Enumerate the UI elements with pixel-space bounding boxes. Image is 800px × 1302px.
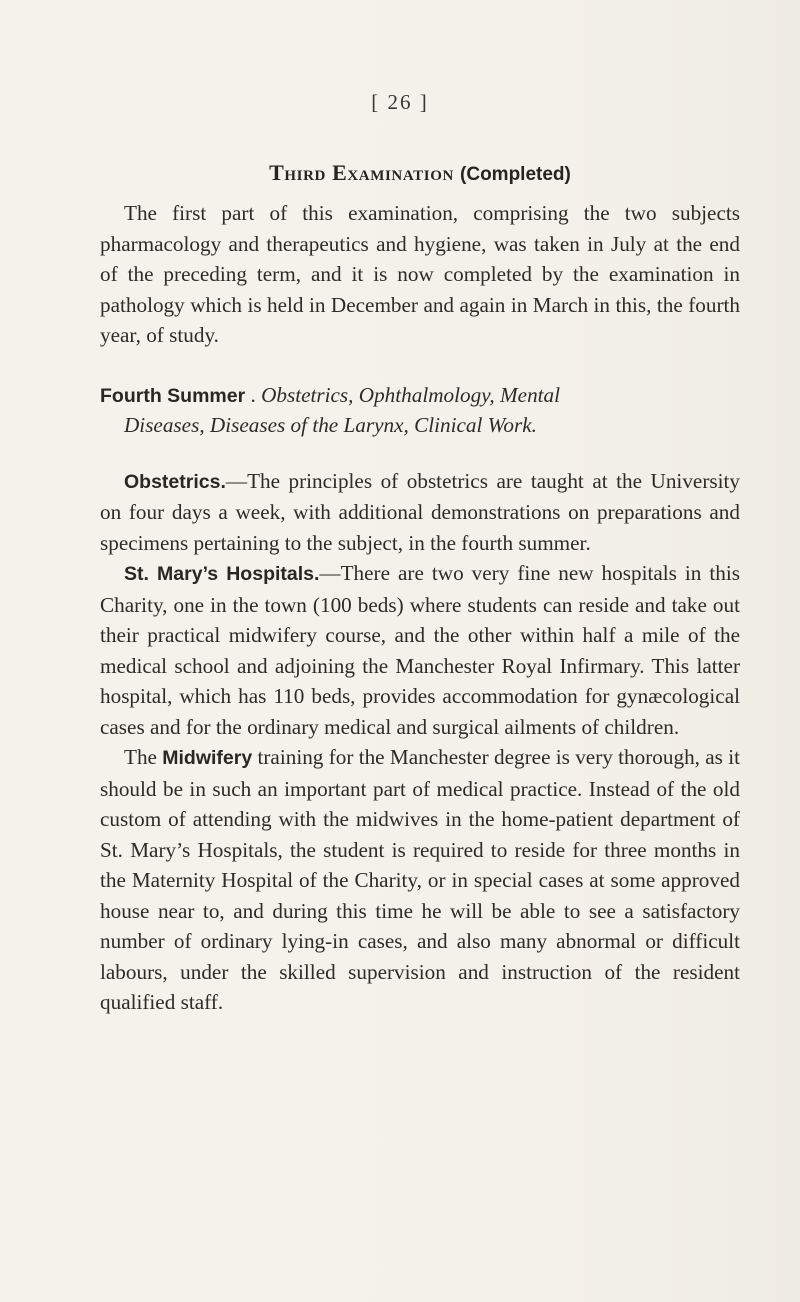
fourth-summer-subjects-2: Diseases, Diseases of the Larynx, Clinical Work. [124, 412, 537, 437]
hospitals-paragraph [100, 558, 740, 742]
fourth-summer-separator: . [245, 382, 262, 407]
obstetrics-text: —The principles of obstetrics are taught at the University on four days a week, with additional demonstrations on preparations and specimens pertaining to the subject, in the fourth summer. [100, 468, 740, 555]
midwifery-paragraph [100, 742, 740, 1018]
fourth-summer-line-1 [100, 381, 740, 411]
obstetrics-label: Obstetrics. [124, 470, 226, 493]
midwifery-text: training for the Manchester degree is very thorough, as it should be in such an important part of medical practice. Instead of the old custom of attending with the midwives in the home-patient department of St. Mary’s Hospitals, the student is required to reside for three months in the Maternity Hospital of the Charity, or in special cases at some approved house near to, and during this time he will be able to see a satisfactory number of ordinary lying-in cases, and also many abnormal or difficult labours, under the skilled supervision and instruction of the resident qualified staff. [100, 745, 740, 1014]
midwifery-label: Midwifery [162, 747, 253, 769]
section-title [100, 160, 740, 186]
section-title-subtitle: (Completed) [460, 164, 571, 185]
third-exam-paragraph: The first part of this examination, comprising the two subjects pharmacology and therapeutics and hygiene, was taken in July at the end of the preceding term, and it is now completed by the examination in pathology which is held in December and again in March in this, the fourth year, of study. [100, 201, 740, 347]
hospitals-label: St. Mary’s Hospitals. [124, 563, 320, 585]
midwifery-prefix: The [124, 745, 163, 769]
fourth-summer-label: Fourth Summer [100, 384, 246, 407]
fourth-summer-subjects-1: Obstetrics, Ophthalmology, Mental [261, 382, 561, 407]
section-title-main: Third Examination [269, 160, 454, 185]
fourth-summer-block [100, 381, 740, 440]
fourth-summer-line-2 [100, 411, 740, 440]
obstetrics-paragraph [100, 466, 740, 559]
hospitals-text: —There are two very fine new hospitals in this Charity, one in the town (100 beds) where students can reside and take out their practical midwifery course, and the other within half a mile of the medical school and adjoining the Manchester Royal Infirmary. This latter hospital, which has 110 beds, provides accommodation for gynæcological cases and for the ordinary medical and surgical ailments of children. [100, 561, 740, 739]
page-number: [ 26 ] [371, 90, 429, 114]
page-content [100, 160, 740, 1018]
